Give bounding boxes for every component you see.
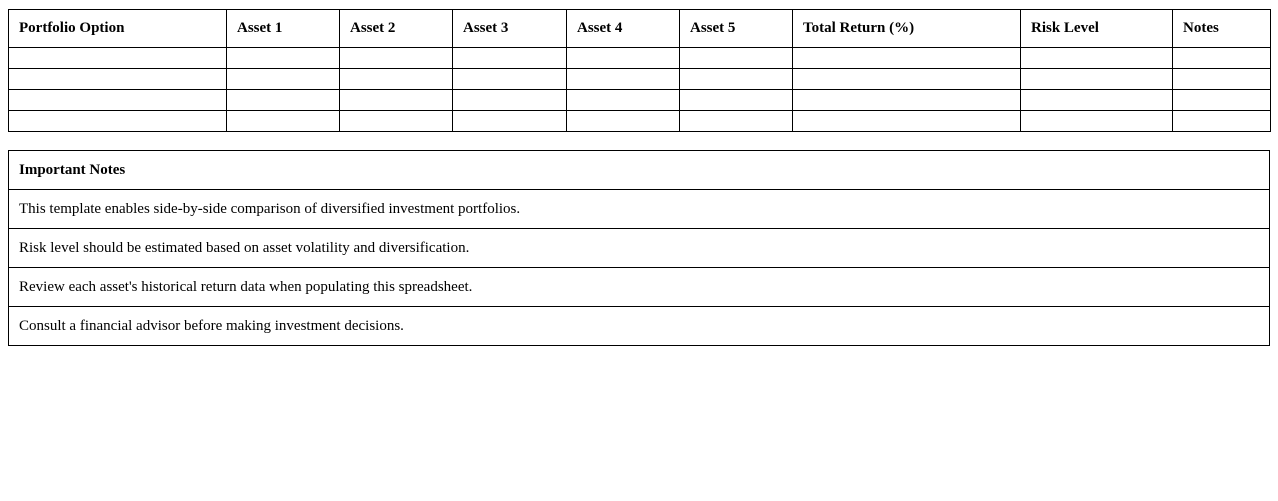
table-cell[interactable] <box>227 69 340 90</box>
header-portfolio-option: Portfolio Option <box>9 10 227 48</box>
table-cell[interactable] <box>1173 69 1271 90</box>
table-cell[interactable] <box>680 90 793 111</box>
notes-title: Important Notes <box>9 151 1270 190</box>
header-asset-1: Asset 1 <box>227 10 340 48</box>
list-item <box>9 190 1270 229</box>
table-cell[interactable] <box>9 48 227 69</box>
table-cell[interactable] <box>1021 69 1173 90</box>
note-text: Review each asset's historical return data when populating this spreadsheet. <box>9 268 1270 307</box>
notes-header-row <box>9 151 1270 190</box>
table-cell[interactable] <box>793 48 1021 69</box>
table-cell[interactable] <box>567 48 680 69</box>
table-row <box>9 90 1271 111</box>
table-cell[interactable] <box>1021 90 1173 111</box>
important-notes-table <box>8 150 1270 346</box>
table-cell[interactable] <box>1173 90 1271 111</box>
table-cell[interactable] <box>680 48 793 69</box>
table-cell[interactable] <box>9 69 227 90</box>
table-cell[interactable] <box>340 111 453 132</box>
header-asset-2: Asset 2 <box>340 10 453 48</box>
table-cell[interactable] <box>453 69 567 90</box>
header-asset-3: Asset 3 <box>453 10 567 48</box>
table-cell[interactable] <box>1173 111 1271 132</box>
table-cell[interactable] <box>9 90 227 111</box>
table-row <box>9 48 1271 69</box>
table-cell[interactable] <box>453 90 567 111</box>
table-cell[interactable] <box>227 48 340 69</box>
list-item <box>9 268 1270 307</box>
table-cell[interactable] <box>340 69 453 90</box>
note-text: This template enables side-by-side comparison of diversified investment portfolios. <box>9 190 1270 229</box>
table-cell[interactable] <box>340 48 453 69</box>
table-row <box>9 111 1271 132</box>
table-cell[interactable] <box>340 90 453 111</box>
table-cell[interactable] <box>567 111 680 132</box>
header-risk-level: Risk Level <box>1021 10 1173 48</box>
table-cell[interactable] <box>453 111 567 132</box>
table-cell[interactable] <box>793 90 1021 111</box>
table-cell[interactable] <box>680 69 793 90</box>
table-cell[interactable] <box>1173 48 1271 69</box>
table-header-row <box>9 10 1271 48</box>
table-cell[interactable] <box>227 90 340 111</box>
table-cell[interactable] <box>9 111 227 132</box>
table-cell[interactable] <box>793 69 1021 90</box>
table-cell[interactable] <box>1021 48 1173 69</box>
table-cell[interactable] <box>227 111 340 132</box>
list-item <box>9 307 1270 346</box>
table-cell[interactable] <box>567 69 680 90</box>
table-cell[interactable] <box>680 111 793 132</box>
list-item <box>9 229 1270 268</box>
table-cell[interactable] <box>453 48 567 69</box>
table-row <box>9 69 1271 90</box>
table-cell[interactable] <box>793 111 1021 132</box>
table-cell[interactable] <box>1021 111 1173 132</box>
header-notes: Notes <box>1173 10 1271 48</box>
note-text: Consult a financial advisor before making investment decisions. <box>9 307 1270 346</box>
portfolio-comparison-table <box>8 9 1271 132</box>
header-asset-5: Asset 5 <box>680 10 793 48</box>
header-total-return: Total Return (%) <box>793 10 1021 48</box>
note-text: Risk level should be estimated based on asset volatility and diversification. <box>9 229 1270 268</box>
table-cell[interactable] <box>567 90 680 111</box>
header-asset-4: Asset 4 <box>567 10 680 48</box>
